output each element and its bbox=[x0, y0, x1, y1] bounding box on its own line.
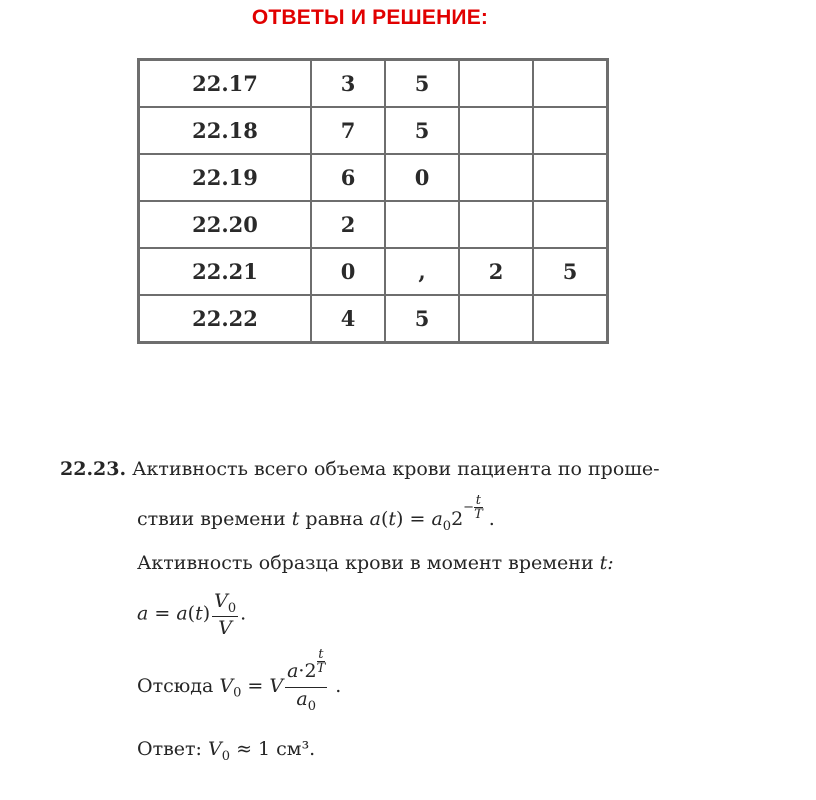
answer-digit-cell: 5 bbox=[385, 60, 459, 108]
answer-row bbox=[139, 248, 608, 295]
solution-line-4: a = a(t) $\frac{V_0}{V}$ . bbox=[137, 590, 247, 639]
answers-table bbox=[137, 58, 609, 344]
answer-digit-cell: 6 bbox=[311, 154, 385, 201]
problem-number-cell: 22.22 bbox=[139, 295, 312, 343]
answer-digit-cell bbox=[533, 201, 608, 248]
answer-digit-cell: , bbox=[385, 248, 459, 295]
answer-digit-cell: 0 bbox=[311, 248, 385, 295]
answer-row bbox=[139, 154, 608, 201]
answer-digit-cell: 2 bbox=[311, 201, 385, 248]
answer-row bbox=[139, 60, 608, 108]
answer-row bbox=[139, 201, 608, 248]
answer-digit-cell bbox=[459, 107, 533, 154]
fraction-v0-v: $\frac{V_0}{V}$ bbox=[214, 590, 237, 639]
answer-digit-cell bbox=[459, 60, 533, 108]
answer-digit-cell bbox=[459, 201, 533, 248]
answer-row bbox=[139, 107, 608, 154]
exponent: − $\frac{t}{T}$ bbox=[463, 493, 483, 522]
problem-number: 22.23. bbox=[60, 458, 127, 480]
answer-digit-cell: 2 bbox=[459, 248, 533, 295]
solution-answer: Ответ: $V_0 \approx 1$ см³. bbox=[137, 738, 316, 764]
solution-line-2: ствии времени t равна $a(t) = a_02-$ $\frac{t}{T}$ . bbox=[137, 493, 495, 534]
answer-digit-cell: 5 bbox=[385, 107, 459, 154]
answer-digit-cell bbox=[533, 295, 608, 343]
answer-digit-cell: 0 bbox=[385, 154, 459, 201]
answer-digit-cell bbox=[385, 201, 459, 248]
answer-digit-cell bbox=[533, 107, 608, 154]
answer-digit-cell bbox=[533, 60, 608, 108]
formula-activity: a bbox=[369, 508, 381, 530]
problem-number-cell: 22.18 bbox=[139, 107, 312, 154]
answer-digit-cell: 4 bbox=[311, 295, 385, 343]
solution-text-1: Активность всего объема крови пациента по проше- bbox=[132, 458, 660, 480]
answer-digit-cell: 5 bbox=[385, 295, 459, 343]
problem-number-cell: 22.21 bbox=[139, 248, 312, 295]
page-heading: ОТВЕТЫ И РЕШЕНИЕ: bbox=[251, 6, 489, 29]
answer-digit-cell: 5 bbox=[533, 248, 608, 295]
answer-digit-cell bbox=[533, 154, 608, 201]
problem-number-cell: 22.19 bbox=[139, 154, 312, 201]
solution-line-1 bbox=[60, 458, 660, 480]
fraction-result: a·2 $\frac{t}{T}$ $a_0$ bbox=[287, 647, 326, 714]
answer-digit-cell bbox=[459, 154, 533, 201]
answer-digit-cell: 7 bbox=[311, 107, 385, 154]
answer-digit-cell bbox=[459, 295, 533, 343]
solution-line-5: Отсюда $V_0 = V$ a·2 $\frac{t}{T}$ $a_0$ . bbox=[137, 647, 342, 714]
problem-number-cell: 22.20 bbox=[139, 201, 312, 248]
answer-row bbox=[139, 295, 608, 343]
solution-line-3: Активность образца крови в момент времени t: bbox=[137, 552, 614, 574]
answer-digit-cell: 3 bbox=[311, 60, 385, 108]
problem-number-cell: 22.17 bbox=[139, 60, 312, 108]
